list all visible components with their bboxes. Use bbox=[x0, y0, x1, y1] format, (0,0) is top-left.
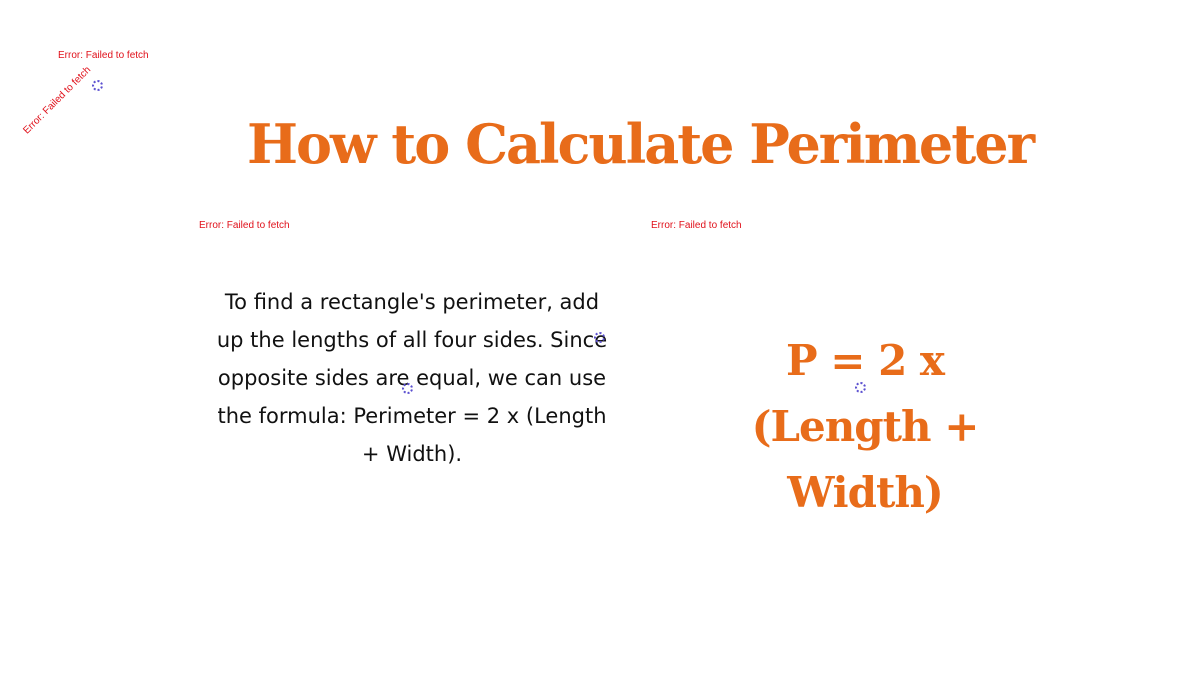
error-message-right: Error: Failed to fetch bbox=[651, 220, 742, 231]
slide-title: How to Calculate Perimeter bbox=[246, 112, 1034, 176]
loading-spinner-icon bbox=[855, 382, 866, 393]
slide-body-text: To find a rectangle's perimeter, add up the lengths of all four sides. Since opposite sides are equal, we can use the formula: Perimeter = 2 x (Length + Width). bbox=[216, 290, 608, 466]
loading-spinner-icon bbox=[594, 332, 605, 343]
error-message-left: Error: Failed to fetch bbox=[199, 220, 290, 231]
loading-spinner-icon bbox=[402, 383, 413, 394]
error-message-rotated: Error: Failed to fetch bbox=[21, 64, 94, 137]
loading-spinner-icon bbox=[92, 80, 103, 91]
perimeter-formula: P = 2 x (Length + Width) bbox=[751, 336, 979, 517]
error-message-top: Error: Failed to fetch bbox=[58, 50, 149, 61]
